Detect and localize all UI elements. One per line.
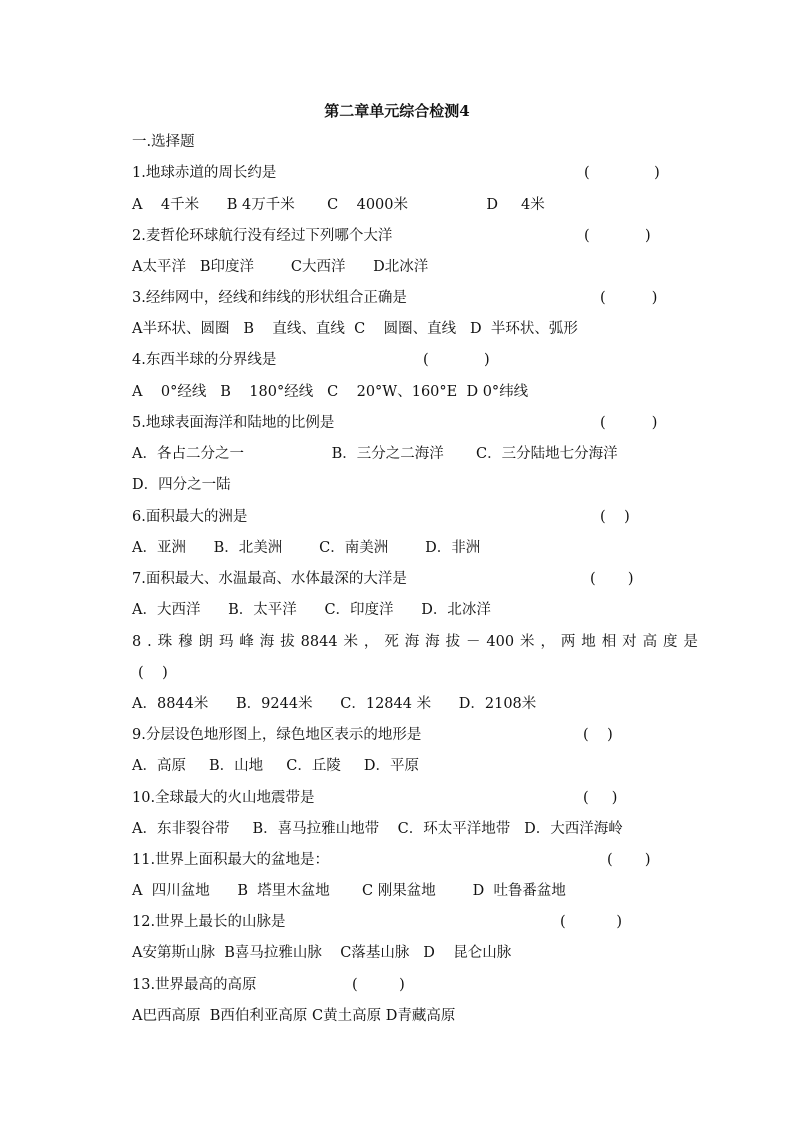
question-text: 12.世界上最长的山脉是	[132, 914, 286, 930]
option: D 半环状、弧形	[469, 321, 578, 337]
option: A．高原	[132, 758, 186, 774]
options-row	[132, 1006, 455, 1026]
option: D．大西洋海岭	[524, 821, 623, 837]
option: C．三分陆地七分海洋	[475, 446, 618, 462]
option: A．东非裂谷带	[132, 821, 230, 837]
option: C 刚果盆地	[362, 883, 436, 899]
answer-bracket: ( )	[607, 852, 651, 868]
option: B．三分之二海洋	[331, 446, 444, 462]
option: D 吐鲁番盆地	[472, 883, 566, 899]
option: A 4千米	[132, 197, 200, 213]
option: A安第斯山脉	[132, 945, 215, 961]
question-text: 4.东西半球的分界线是	[132, 352, 277, 368]
question-text: 1.地球赤道的周长约是	[132, 165, 277, 181]
option: C大西洋	[290, 259, 346, 275]
option: C．丘陵	[286, 758, 341, 774]
option: C．印度洋	[324, 602, 394, 618]
option: A太平洋	[132, 259, 186, 275]
options-row	[132, 943, 511, 963]
options-row	[132, 319, 578, 339]
option: D．四分之一陆	[132, 477, 231, 493]
options-row	[132, 382, 528, 402]
option: D青藏高原	[385, 1008, 456, 1024]
option: C 圆圈、直线	[354, 321, 457, 337]
option: A 0°经线	[132, 384, 207, 400]
answer-bracket: ( )	[583, 790, 618, 806]
option: A．亚洲	[132, 540, 186, 556]
option: D．平原	[363, 758, 420, 774]
options-row	[132, 475, 231, 495]
options-row	[132, 195, 545, 215]
option: C 20°W、160°E	[327, 384, 458, 400]
options-row	[132, 444, 618, 464]
question-text: 2.麦哲伦环球航行没有经过下列哪个大洋	[132, 228, 393, 244]
answer-bracket: ( )	[590, 571, 634, 587]
option: B 直线、直线	[243, 321, 345, 337]
options-row	[132, 600, 491, 620]
answer-bracket: ( )	[560, 914, 623, 930]
question-text: 10.全球最大的火山地震带是	[132, 790, 315, 806]
option: C．环太平洋地带	[397, 821, 511, 837]
option: D 0°纬线	[466, 384, 529, 400]
answer-bracket: ( )	[584, 165, 660, 181]
option: D 昆仑山脉	[423, 945, 512, 961]
options-row	[132, 694, 536, 714]
options-row	[132, 881, 566, 901]
answer-bracket: ( )	[583, 727, 613, 743]
answer-bracket: ( )	[352, 977, 405, 993]
option: C 4000米	[327, 197, 408, 213]
options-row	[132, 257, 428, 277]
option: B．北美洲	[213, 540, 283, 556]
options-row	[132, 819, 623, 839]
answer-bracket: ( )	[423, 352, 490, 368]
answer-bracket: ( )	[600, 415, 658, 431]
question-text: 5.地球表面海洋和陆地的比例是	[132, 415, 335, 431]
option: B．9244米	[236, 696, 313, 712]
options-row	[132, 538, 480, 558]
option: D．2108米	[458, 696, 537, 712]
option: D．非洲	[425, 540, 481, 556]
question-text: 8 . 珠 穆 朗 玛 峰 海 拔 8844 米 ， 死 海 海 拔 － 400 米 ， 两 地 相 对 高 度 是	[132, 634, 698, 650]
option: B 4万千米	[226, 197, 295, 213]
question-text: 11.世界上面积最大的盆地是：	[132, 852, 330, 868]
options-row	[132, 756, 419, 776]
option: D 4米	[486, 197, 545, 213]
option: D北冰洋	[373, 259, 429, 275]
question-text: 6.面积最大的洲是	[132, 509, 248, 525]
option: C落基山脉	[340, 945, 410, 961]
answer-bracket: ( )	[600, 509, 630, 525]
option: C．南美洲	[319, 540, 389, 556]
option: B印度洋	[199, 259, 254, 275]
page-title: 第二章单元综合检测4	[324, 102, 470, 120]
question-text: 9.分层设色地形图上，绿色地区表示的地形是	[132, 727, 422, 743]
option: B 塔里木盆地	[237, 883, 330, 899]
answer-bracket: ( )	[584, 228, 651, 244]
option: B西伯利亚高原	[209, 1008, 308, 1024]
answer-bracket: ( )	[138, 665, 168, 681]
question-text: 7.面积最大、水温最高、水体最深的大洋是	[132, 571, 407, 587]
option: A 四川盆地	[132, 883, 210, 899]
option: C．12844 米	[340, 696, 432, 712]
option: D．北冰洋	[421, 602, 491, 618]
option: B 180°经线	[220, 384, 314, 400]
option: A．8844米	[132, 696, 209, 712]
option: A半环状、圆圈	[132, 321, 230, 337]
question-text: 3.经纬网中，经线和纬线的形状组合正确是	[132, 290, 407, 306]
option: B．山地	[209, 758, 264, 774]
option: A．大西洋	[132, 602, 201, 618]
option: B．喜马拉雅山地带	[252, 821, 380, 837]
question-text: 13.世界最高的高原	[132, 977, 257, 993]
option: B喜马拉雅山脉	[224, 945, 322, 961]
option: A巴西高原	[132, 1008, 201, 1024]
answer-bracket: ( )	[600, 290, 658, 306]
option: A．各占二分之一	[132, 446, 244, 462]
section-heading: 一.选择题	[132, 134, 195, 150]
option: C黄土高原	[311, 1008, 382, 1024]
option: B．太平洋	[228, 602, 297, 618]
